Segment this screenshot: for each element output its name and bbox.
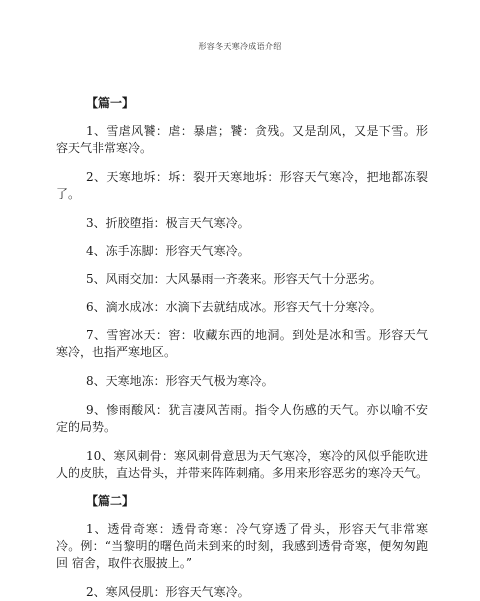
list-item: 7、雪窖冰天：窖：收藏东西的地洞。到处是冰和雪。形容天气寒冷，也指严寒地区。 xyxy=(56,328,428,359)
document-title: 形容冬天寒冷成语介绍 xyxy=(198,42,282,51)
list-item: 6、滴水成冰：水滴下去就结成冰。形容天气十分寒冷。 xyxy=(86,300,382,314)
list-item: 3、折胶堕指：极言天气寒冷。 xyxy=(86,216,250,230)
section-heading: 【篇二】 xyxy=(86,494,135,508)
section-1 xyxy=(56,96,428,482)
list-item: 9、惨雨酸风：犹言凄风苦雨。指令人伤感的天气。亦以喻不安定的局势。 xyxy=(56,403,428,434)
list-item: 4、冻手冻脚：形容天气寒冷。 xyxy=(86,244,250,258)
list-item: 10、寒风刺骨：寒风刺骨意思为天气寒冷，寒冷的风似乎能吹进人的皮肤，直达骨头，并带来阵阵刺痛。多用来形容恶劣的寒冷天气。 xyxy=(56,449,429,480)
section-2 xyxy=(56,494,428,601)
list-item: 1、透骨奇寒：透骨奇寒：冷气穿透了骨头，形容天气非常寒冷。例：“当黎明的曙色尚未到来的时刻，我感到透骨奇寒，便匆匆跑回 宿舍，取件衣服披上。” xyxy=(56,522,428,570)
list-item: 5、风雨交加：大风暴雨一齐袭来。形容天气十分恶劣。 xyxy=(86,272,382,286)
list-item: 1、雪虐风饕：虐：暴虐；饕：贪残。又是刮风，又是下雪。形容天气非常寒冷。 xyxy=(56,124,428,155)
list-item: 2、天寒地坼：坼：裂开天寒地坼：形容天气寒冷，把地都冻裂了。 xyxy=(56,170,428,201)
document-body xyxy=(56,96,428,601)
list-item: 8、天寒地冻：形容天气极为寒冷。 xyxy=(86,374,274,388)
list-item: 2、寒风侵肌：形容天气寒冷。 xyxy=(86,585,250,599)
section-heading: 【篇一】 xyxy=(86,96,135,110)
